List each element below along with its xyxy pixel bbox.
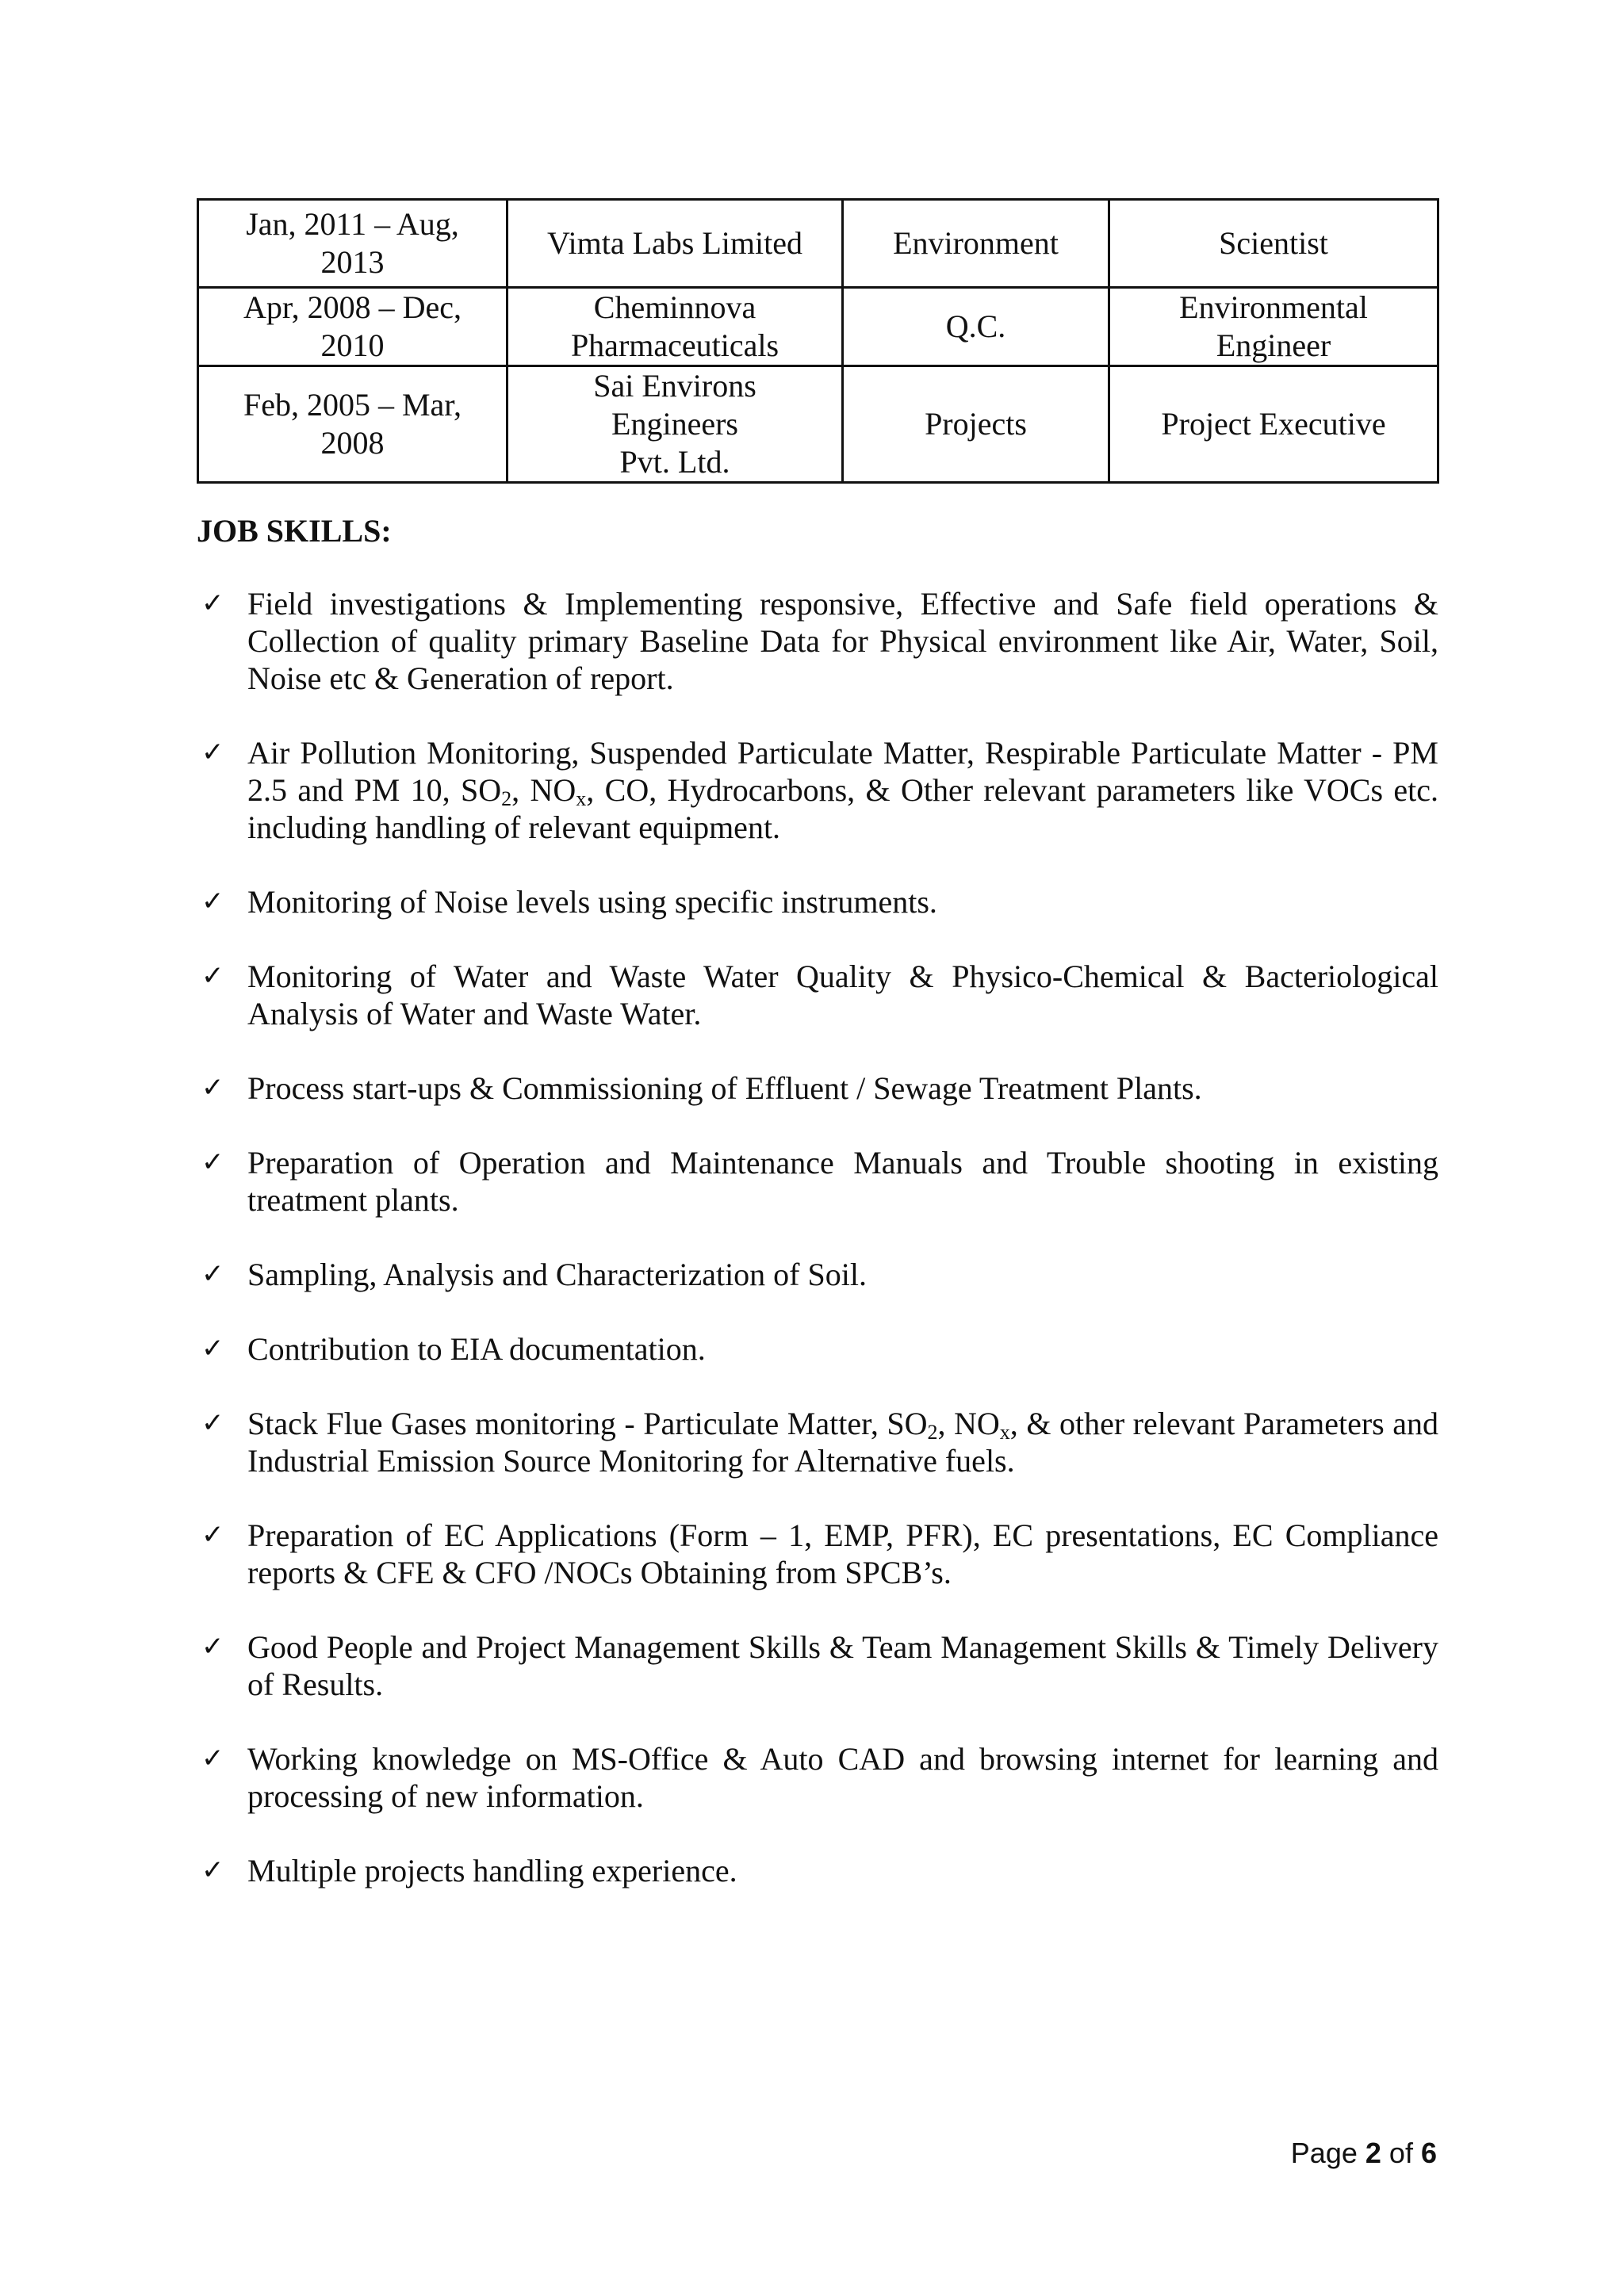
department-cell: Projects	[843, 366, 1109, 483]
company-cell: Sai Environs Engineers Pvt. Ltd.	[508, 366, 843, 483]
experience-table	[197, 198, 1439, 484]
check-icon: ✓	[201, 1519, 224, 1551]
company-cell: Cheminnova Pharmaceuticals	[508, 288, 843, 366]
skill-text: Stack Flue Gases monitoring - Particulate Matter, $SO_2$, $NO_x$, & other relevant Parameters and Industrial Emission Source Monitoring for Alternative fuels.	[247, 1406, 1438, 1479]
check-icon: ✓	[201, 1407, 224, 1439]
period-cell: Feb, 2005 – Mar, 2008	[198, 366, 508, 483]
company-cell: Vimta Labs Limited	[508, 200, 843, 288]
period-cell: Jan, 2011 – Aug, 2013	[198, 200, 508, 288]
skill-text: Air Pollution Monitoring, Suspended Particulate Matter, Respirable Particulate Matter - PM 2.5 and PM 10, $SO_2$, $NO_x$, CO, Hydrocarbons, & Other relevant parameters like VOCs etc. including handling of relevant equipment.	[247, 735, 1439, 845]
skill-text: Preparation of Operation and Maintenance Manuals and Trouble shooting in existing treatment plants.	[247, 1145, 1438, 1218]
table-row	[198, 288, 1438, 366]
department-cell: Q.C.	[843, 288, 1109, 366]
list-item	[197, 1256, 1438, 1293]
check-icon: ✓	[201, 1743, 224, 1774]
skill-text: Process start-ups & Commissioning of Effluent / Sewage Treatment Plants.	[247, 1070, 1202, 1106]
designation-cell: Project Executive	[1109, 366, 1438, 483]
check-icon: ✓	[201, 960, 224, 992]
designation-cell: Scientist	[1109, 200, 1438, 288]
check-icon: ✓	[201, 1258, 224, 1290]
page-number: Page 2 of 6	[1290, 2137, 1437, 2169]
skill-text: Preparation of EC Applications (Form – 1, EMP, PFR), EC presentations, EC Compliance reports & CFE & CFO /NOCs Obtaining from SPCB’s.	[247, 1517, 1438, 1590]
check-icon: ✓	[201, 737, 224, 768]
list-item	[197, 1517, 1438, 1591]
job-skills-list	[197, 585, 1438, 1927]
list-item	[197, 958, 1438, 1032]
job-skills-heading: JOB SKILLS:	[197, 513, 392, 549]
list-item	[197, 1144, 1438, 1219]
check-icon: ✓	[201, 1631, 224, 1663]
table-row	[198, 366, 1438, 483]
period-cell: Apr, 2008 – Dec, 2010	[198, 288, 508, 366]
list-item	[197, 1852, 1438, 1889]
check-icon: ✓	[201, 1146, 224, 1178]
list-item	[197, 585, 1438, 697]
designation-cell: Environmental Engineer	[1109, 288, 1438, 366]
check-icon: ✓	[201, 1854, 224, 1886]
list-item	[197, 1330, 1438, 1368]
list-item	[197, 883, 1438, 920]
skill-text: Sampling, Analysis and Characterization of Soil.	[247, 1257, 867, 1292]
list-item	[197, 734, 1438, 846]
list-item	[197, 1740, 1438, 1815]
check-icon: ✓	[201, 587, 224, 619]
list-item	[197, 1070, 1438, 1107]
check-icon: ✓	[201, 886, 224, 917]
skill-text: Working knowledge on MS-Office & Auto CAD and browsing internet for learning and processing of new information.	[247, 1741, 1438, 1814]
skill-text: Good People and Project Management Skills & Team Management Skills & Timely Delivery of Results.	[247, 1629, 1438, 1702]
skill-text: Monitoring of Water and Waste Water Quality & Physico-Chemical & Bacteriological Analysis of Water and Waste Water.	[247, 959, 1438, 1031]
check-icon: ✓	[201, 1333, 224, 1364]
check-icon: ✓	[201, 1072, 224, 1104]
table-row	[198, 200, 1438, 288]
skill-text: Contribution to EIA documentation.	[247, 1331, 706, 1367]
skill-text: Field investigations & Implementing responsive, Effective and Safe field operations & Collection of quality primary Baseline Data for Physical environment like Air, Water, Soil, Noise etc & Generation of report.	[247, 586, 1438, 696]
department-cell: Environment	[843, 200, 1109, 288]
skill-text: Monitoring of Noise levels using specific instruments.	[247, 884, 937, 920]
list-item	[197, 1628, 1438, 1703]
skill-text: Multiple projects handling experience.	[247, 1853, 737, 1888]
list-item	[197, 1405, 1438, 1479]
